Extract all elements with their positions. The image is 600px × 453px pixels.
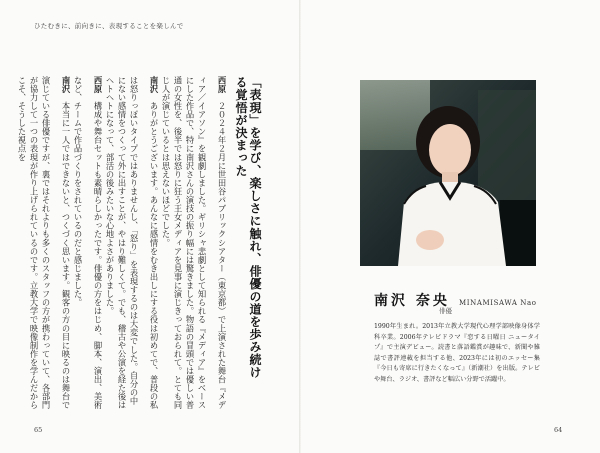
- speaker-label: 南沢: [149, 76, 159, 94]
- paragraph: [16, 76, 72, 412]
- page-number-left: 65: [34, 426, 43, 434]
- page-gutter: [299, 0, 301, 453]
- page-number-right: 64: [554, 426, 563, 434]
- paragraph-text: ありがとうございます。あんなに感情をむき出しにする役は初めてで、普段の私は怒りっぽいタイプではありませんし、「怒り」を表現するのは大変でした。自分の中にない感情をつくって外に出すことが、やはり難しくて。でも、稽古や公演を経た後はヘトヘトになって、部活の後みたいな心地よさがありました。: [105, 76, 159, 410]
- speaker-label: 南沢: [61, 76, 71, 94]
- running-head: ひたむきに、前向きに、表現することを楽しんで: [34, 22, 184, 30]
- name-japanese: 南沢 奈央: [374, 293, 450, 309]
- paragraph-text: 本当に一人ではできないと、つくづく思います。観客の方の目に映るのは舞台で演じている俳優ですが、裏ではそれよりも多くのスタッフの方が携わっていて、各部門が協力して一つの表現が作り上げられているのです。立教大学で映像制作を学んだからこそ、そうした視点を: [17, 76, 71, 410]
- portrait-photo: [360, 80, 536, 266]
- name-romaji: MINAMISAWA Nao: [458, 299, 537, 307]
- paragraph-text: 構成や舞台セットも素晴らしかったです。俳優の方をはじめ、脚本、演出、美術など、チームで作品づくりをされているのだと感じました。: [73, 76, 103, 410]
- speaker-label: 西原: [217, 76, 227, 94]
- paragraph: [104, 76, 160, 412]
- paragraph: [72, 76, 104, 412]
- profile-role: 俳優: [439, 307, 452, 315]
- profile-bio: 1990年生まれ。2013年立教大学現代心理学部映像身体学科卒業。2006年テレビドラマ『恋する日曜日 ニュータイプ』で主演デビュー。読書と落語鑑賞が趣味で、新聞や雑誌で書評連載を担当する他、2023年には初のエッセー集『今日も寄席に行きたくなって』（新潮社）を出版。テレビや舞台、ラジオ、書評など幅広い分野で活躍中。: [374, 323, 540, 383]
- profile-name: [374, 290, 537, 310]
- paragraph: [160, 76, 228, 412]
- interview-body: [17, 76, 228, 412]
- speaker-label: 西原: [93, 76, 103, 94]
- interview-headline: 「表現」を学び、楽しさに触れ、俳優の道を歩み続ける覚悟が決まった: [234, 76, 262, 379]
- paragraph-text: ２０２４年２月に世田谷パブリックシアター（東京都）で上演された舞台『メディア／イアソン』を観劇しました。ギリシャ悲劇として知られる『メディア』をベースにした作品で、特に南沢さんの演技の振り幅には驚きました。物語の冒頭では優しい普通の女性を、後半では怒りに狂う王女メディアを見事に演じきっておられて。とても同じ人が演じているとは思えないほどでした。: [161, 76, 227, 410]
